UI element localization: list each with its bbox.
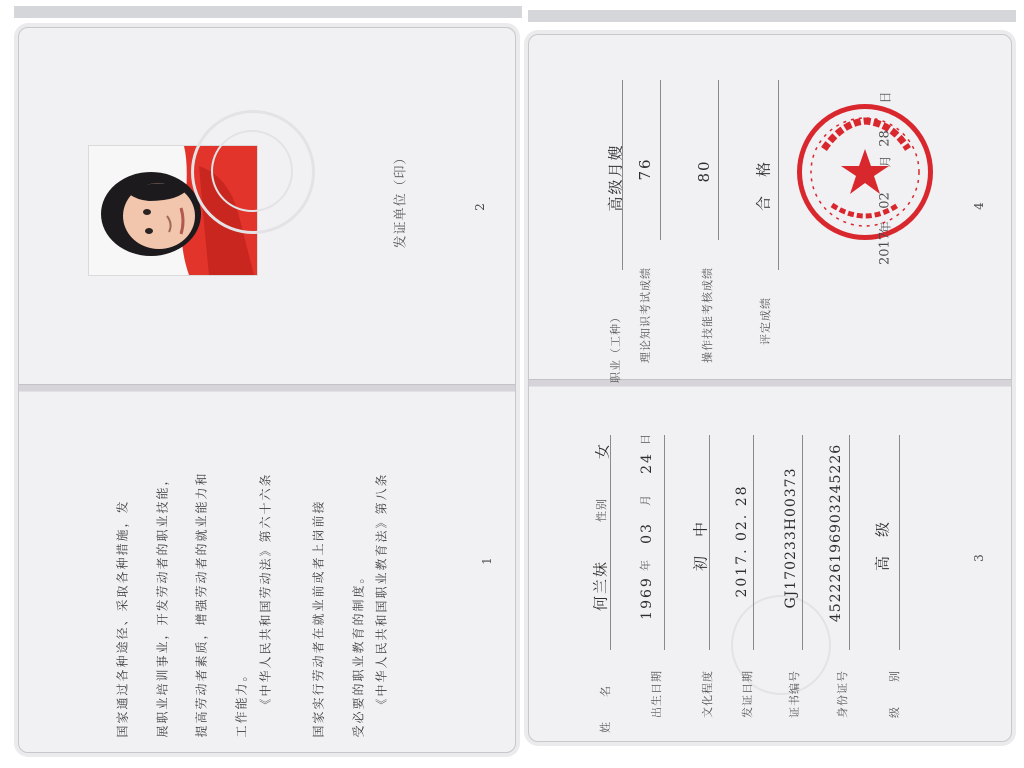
- evaluation-label: 评定成绩: [759, 297, 772, 345]
- birth-label: 出生日期: [650, 670, 663, 718]
- page-number-2: 2: [473, 203, 487, 211]
- issue-year: 2017: [877, 231, 893, 266]
- skill-score-label: 操作技能考核成绩: [701, 267, 714, 363]
- issuer-label: 发证单位（印）: [393, 150, 409, 249]
- issue-month: 02: [877, 192, 893, 209]
- skill-score-underline: [718, 80, 719, 240]
- gender-value: 女: [593, 442, 612, 460]
- cert-no-label: 证书编号: [788, 670, 801, 718]
- clause-line-1: 国家通过各种途径、采取各种措施，发: [115, 499, 130, 738]
- clause-line-2: 展职业培训事业，开发劳动者的职业技能，: [155, 471, 170, 738]
- red-official-stamp: [797, 104, 933, 240]
- cert-no-underline: [802, 435, 803, 650]
- right-fold-line: [529, 379, 1011, 387]
- issue-year-unit: 年: [878, 221, 893, 234]
- clause-line-7: 受必要的职业教育的制度。: [351, 569, 366, 738]
- occupation-value: 高级月嫂: [606, 143, 625, 212]
- evaluation-underline: [778, 80, 779, 270]
- id-no-label: 身份证号: [836, 670, 849, 718]
- level-label: 级 别: [888, 670, 901, 718]
- evaluation-value: 合 格: [754, 160, 773, 212]
- birth-underline: [664, 435, 665, 650]
- birth-year: 1969: [639, 576, 655, 620]
- level-underline: [899, 435, 900, 650]
- clause-line-4: 工作能力。: [234, 667, 249, 738]
- birth-month-unit: 月: [639, 494, 652, 506]
- issue-day: 28: [877, 130, 893, 147]
- clause-line-5: 《中华人民共和国劳动法》第六十六条: [258, 472, 273, 711]
- clause-line-6: 国家实行劳动者在就业前或者上岗前接: [311, 499, 326, 738]
- gender-label: 性别: [595, 498, 608, 522]
- id-no-value: 452226196903245226: [828, 443, 844, 623]
- left-fold-line: [19, 384, 515, 392]
- embossed-seal-left-inner: [211, 130, 293, 212]
- page-number-4: 4: [972, 202, 986, 210]
- issue-date-value: 2017. 02. 28: [734, 484, 750, 598]
- background-edge-right: [528, 10, 1016, 22]
- name-value: 何兰妹: [591, 560, 610, 612]
- name-label: 姓 名: [599, 685, 612, 733]
- birth-month: 03: [639, 522, 655, 544]
- issue-month-unit: 月: [878, 155, 893, 168]
- occupation-label: 职业（工种）: [609, 311, 622, 383]
- education-label: 文化程度: [701, 670, 714, 718]
- birth-day-unit: 日: [639, 433, 652, 445]
- theory-score-label: 理论知识考试成绩: [639, 267, 652, 363]
- skill-score-value: 80: [695, 159, 713, 183]
- stamp-star-icon: [802, 109, 928, 235]
- right-booklet: [528, 34, 1012, 742]
- level-value: 高 级: [873, 520, 892, 572]
- issue-date-underline: [753, 435, 754, 650]
- birth-year-unit: 年: [639, 559, 652, 571]
- page-number-3: 3: [972, 554, 986, 562]
- theory-score-underline: [660, 80, 661, 240]
- theory-score-value: 76: [636, 157, 654, 181]
- issue-date-label: 发证日期: [741, 670, 754, 718]
- education-value: 初 中: [691, 520, 710, 572]
- cert-no-value: GJ170233H00373: [783, 467, 799, 609]
- issue-day-unit: 日: [878, 91, 893, 104]
- page-number-1: 1: [480, 557, 494, 565]
- background-edge-left: [14, 6, 522, 18]
- clause-line-8: 《中华人民共和国职业教育法》第八条: [374, 472, 389, 711]
- left-booklet: [18, 27, 516, 753]
- id-no-underline: [849, 435, 850, 650]
- birth-day: 24: [639, 452, 655, 474]
- clause-line-3: 提高劳动者素质，增强劳动者的就业能力和: [194, 471, 209, 738]
